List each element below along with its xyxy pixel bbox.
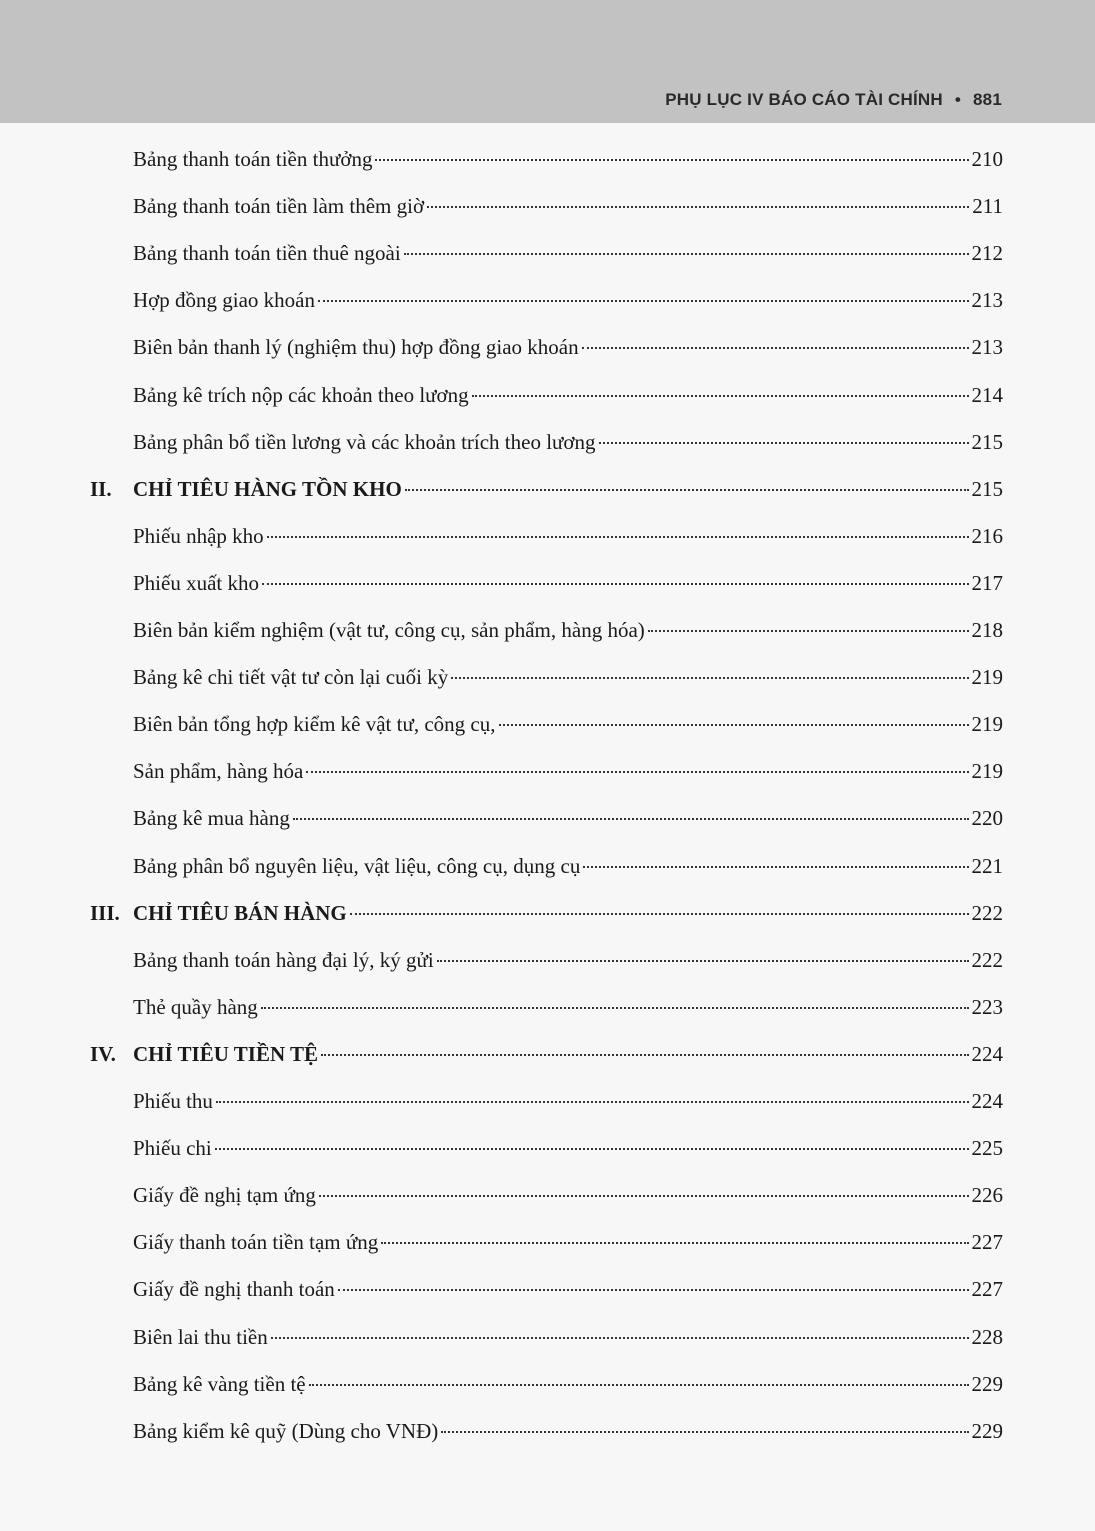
toc-entry (133, 1408, 1003, 1455)
toc-entry-title: Bảng thanh toán tiền thưởng (133, 147, 373, 171)
dot-leader (583, 866, 968, 868)
toc-entry-title: Bảng kiểm kê quỹ (Dùng cho VNĐ) (133, 1418, 439, 1443)
toc-entry (133, 183, 1003, 230)
toc-entry-row (0, 277, 1095, 324)
toc-entry-row (0, 843, 1095, 890)
toc-section-row (0, 890, 1095, 937)
toc-entry (133, 1031, 1003, 1078)
toc-entry-title: Bảng kê vàng tiền tệ (133, 1371, 306, 1396)
toc-entry-page: 229 (971, 1418, 1003, 1443)
toc-entry (133, 1125, 1003, 1172)
toc-entry-page: 210 (971, 147, 1003, 171)
toc-entry-page: 228 (971, 1324, 1003, 1349)
toc-entry-page: 219 (971, 665, 1003, 690)
dot-leader (338, 1289, 969, 1291)
toc-entry-page: 213 (971, 288, 1003, 313)
toc-entry-row (0, 937, 1095, 984)
toc-entry-row (0, 1078, 1095, 1125)
dot-leader (582, 347, 969, 349)
toc-entry (133, 1361, 1003, 1408)
toc-entry (133, 372, 1003, 419)
toc-entry-title: Giấy đề nghị tạm ứng (133, 1183, 316, 1208)
toc-entry-title: Bảng kê trích nộp các khoản theo lương (133, 382, 469, 407)
toc-entry-page: 225 (971, 1136, 1003, 1161)
toc-entry (133, 419, 1003, 466)
toc-entry-row (0, 560, 1095, 607)
toc-entry-row (0, 513, 1095, 560)
dot-leader (451, 677, 968, 679)
toc-entry-row (0, 230, 1095, 277)
toc-entry (133, 277, 1003, 324)
dot-leader (306, 771, 968, 773)
page-number: 881 (973, 90, 1002, 109)
toc-entry-page: 223 (971, 994, 1003, 1019)
toc-entry-title: Phiếu thu (133, 1089, 213, 1113)
toc-entry-row (0, 748, 1095, 795)
dot-leader (381, 1242, 968, 1244)
dot-leader (293, 818, 969, 820)
toc-entry-page: 211 (972, 194, 1003, 219)
toc-entry-row (0, 795, 1095, 842)
toc-entry (133, 843, 1003, 890)
toc-entry (133, 890, 1003, 937)
toc-entry-page: 226 (971, 1183, 1003, 1208)
dot-leader (375, 159, 968, 161)
toc-entry-page: 221 (971, 853, 1003, 878)
dot-leader (318, 300, 969, 302)
toc-entry-page: 224 (971, 1089, 1003, 1113)
toc-entry-title: Biên bản kiểm nghiệm (vật tư, công cụ, sản phẩm, hàng hóa) (133, 618, 645, 642)
toc-entry-page: 213 (971, 335, 1003, 360)
toc-entry-page: 219 (971, 759, 1003, 784)
dot-leader (267, 536, 969, 538)
dot-leader (437, 960, 969, 962)
toc-entry (133, 1078, 1003, 1125)
toc-entry-title: Bảng thanh toán tiền làm thêm giờ (133, 194, 425, 219)
toc-entry (133, 1172, 1003, 1219)
toc-entry-row (0, 701, 1095, 748)
toc-entry-row (0, 607, 1095, 654)
toc-entry-title: Biên lai thu tiền (133, 1324, 268, 1349)
toc-section-numeral: IV. (90, 1041, 116, 1066)
dot-leader (472, 395, 969, 397)
toc-entry-page: 212 (971, 241, 1003, 266)
toc-entry-row (0, 419, 1095, 466)
toc-section-row (0, 466, 1095, 513)
toc-entry (133, 466, 1003, 513)
toc-entry-row (0, 1219, 1095, 1266)
toc-entry-row (0, 183, 1095, 230)
toc-entry-row (0, 984, 1095, 1031)
dot-leader (404, 253, 969, 255)
toc-entry (133, 230, 1003, 277)
toc-entry (133, 136, 1003, 183)
toc-section-row (0, 1031, 1095, 1078)
toc-entry-title: Biên bản thanh lý (nghiệm thu) hợp đồng giao khoán (133, 335, 579, 360)
dot-leader (215, 1148, 969, 1150)
toc-entry-title: Thẻ quầy hàng (133, 994, 258, 1019)
dot-leader (321, 1054, 968, 1056)
toc-entry-page: 214 (971, 382, 1003, 407)
toc-section-numeral: II. (90, 476, 112, 501)
dot-leader (262, 583, 969, 585)
running-title: PHỤ LỤC IV BÁO CÁO TÀI CHÍNH (665, 90, 943, 109)
toc-entry-title: Biên bản tổng hợp kiểm kê vật tư, công cụ, (133, 712, 496, 737)
toc-entry-title: CHỈ TIÊU BÁN HÀNG (133, 900, 347, 925)
toc-entry-title: Phiếu chi (133, 1136, 212, 1161)
dot-leader (216, 1101, 969, 1103)
toc-entry-page: 218 (971, 618, 1003, 642)
toc-entry-page: 219 (971, 712, 1003, 737)
toc-entry (133, 748, 1003, 795)
toc-entry-page: 224 (971, 1041, 1003, 1066)
toc-entry-row (0, 324, 1095, 371)
toc-entry-title: CHỈ TIÊU HÀNG TỒN KHO (133, 476, 402, 501)
dot-leader (350, 913, 969, 915)
toc-entry-title: Giấy thanh toán tiền tạm ứng (133, 1230, 379, 1255)
toc-entry-page: 222 (971, 900, 1003, 925)
toc-entry-row (0, 1172, 1095, 1219)
toc-entry (133, 701, 1003, 748)
toc-entry (133, 984, 1003, 1031)
toc-entry (133, 607, 1003, 654)
toc-entry-page: 220 (971, 806, 1003, 831)
toc-entry-title: Bảng phân bổ tiền lương và các khoản trích theo lương (133, 429, 596, 454)
toc-entry (133, 1266, 1003, 1313)
toc-entry-title: Sản phẩm, hàng hóa (133, 759, 304, 784)
dot-leader (427, 206, 969, 208)
dot-leader (499, 724, 969, 726)
toc-entry-title: CHỈ TIÊU TIỀN TỆ (133, 1041, 319, 1066)
toc-entry-row (0, 1125, 1095, 1172)
toc-section-numeral: III. (90, 900, 120, 925)
toc-entry (133, 1314, 1003, 1361)
dot-leader (648, 630, 969, 632)
running-head (665, 90, 1002, 110)
toc-entry (133, 937, 1003, 984)
toc-entry-title: Phiếu nhập kho (133, 523, 264, 548)
toc-entry-row (0, 1314, 1095, 1361)
toc-entry-page: 222 (971, 947, 1003, 972)
toc-entry-page: 216 (971, 523, 1003, 548)
toc-entry-title: Bảng kê chi tiết vật tư còn lại cuối kỳ (133, 665, 449, 690)
toc-entry-row (0, 654, 1095, 701)
toc-entry-page: 215 (971, 476, 1003, 501)
toc-entry-page: 229 (971, 1371, 1003, 1396)
dot-leader (405, 489, 969, 491)
dot-leader (441, 1431, 968, 1433)
toc-entry (133, 1219, 1003, 1266)
dot-leader (271, 1337, 969, 1339)
toc-entry-title: Bảng thanh toán tiền thuê ngoài (133, 241, 401, 266)
toc-entry-page: 215 (971, 429, 1003, 454)
dot-leader (309, 1384, 969, 1386)
toc-entry-title: Bảng thanh toán hàng đại lý, ký gửi (133, 947, 434, 972)
toc-entry-title: Bảng phân bổ nguyên liệu, vật liệu, công cụ, dụng cụ (133, 853, 581, 878)
toc-entry-title: Phiếu xuất kho (133, 570, 259, 595)
dot-leader (599, 442, 969, 444)
dot-leader (261, 1007, 969, 1009)
toc-entry (133, 560, 1003, 607)
toc-entry (133, 513, 1003, 560)
toc-entry-title: Giấy đề nghị thanh toán (133, 1277, 335, 1302)
toc-entry-row (0, 1361, 1095, 1408)
toc-entry-title: Hợp đồng giao khoán (133, 288, 315, 313)
toc-entry-row (0, 1408, 1095, 1455)
toc-entry-page: 227 (971, 1230, 1003, 1255)
toc-entry (133, 795, 1003, 842)
toc-entry-row (0, 372, 1095, 419)
page-header-band (0, 0, 1095, 123)
toc-entry-row (0, 136, 1095, 183)
toc-entry-row (0, 1266, 1095, 1313)
toc-entry (133, 324, 1003, 371)
toc-entry-page: 217 (971, 570, 1003, 595)
header-separator: • (954, 90, 962, 109)
toc-entry-page: 227 (971, 1277, 1003, 1302)
toc-entry-title: Bảng kê mua hàng (133, 806, 290, 831)
dot-leader (319, 1195, 969, 1197)
toc-entry (133, 654, 1003, 701)
